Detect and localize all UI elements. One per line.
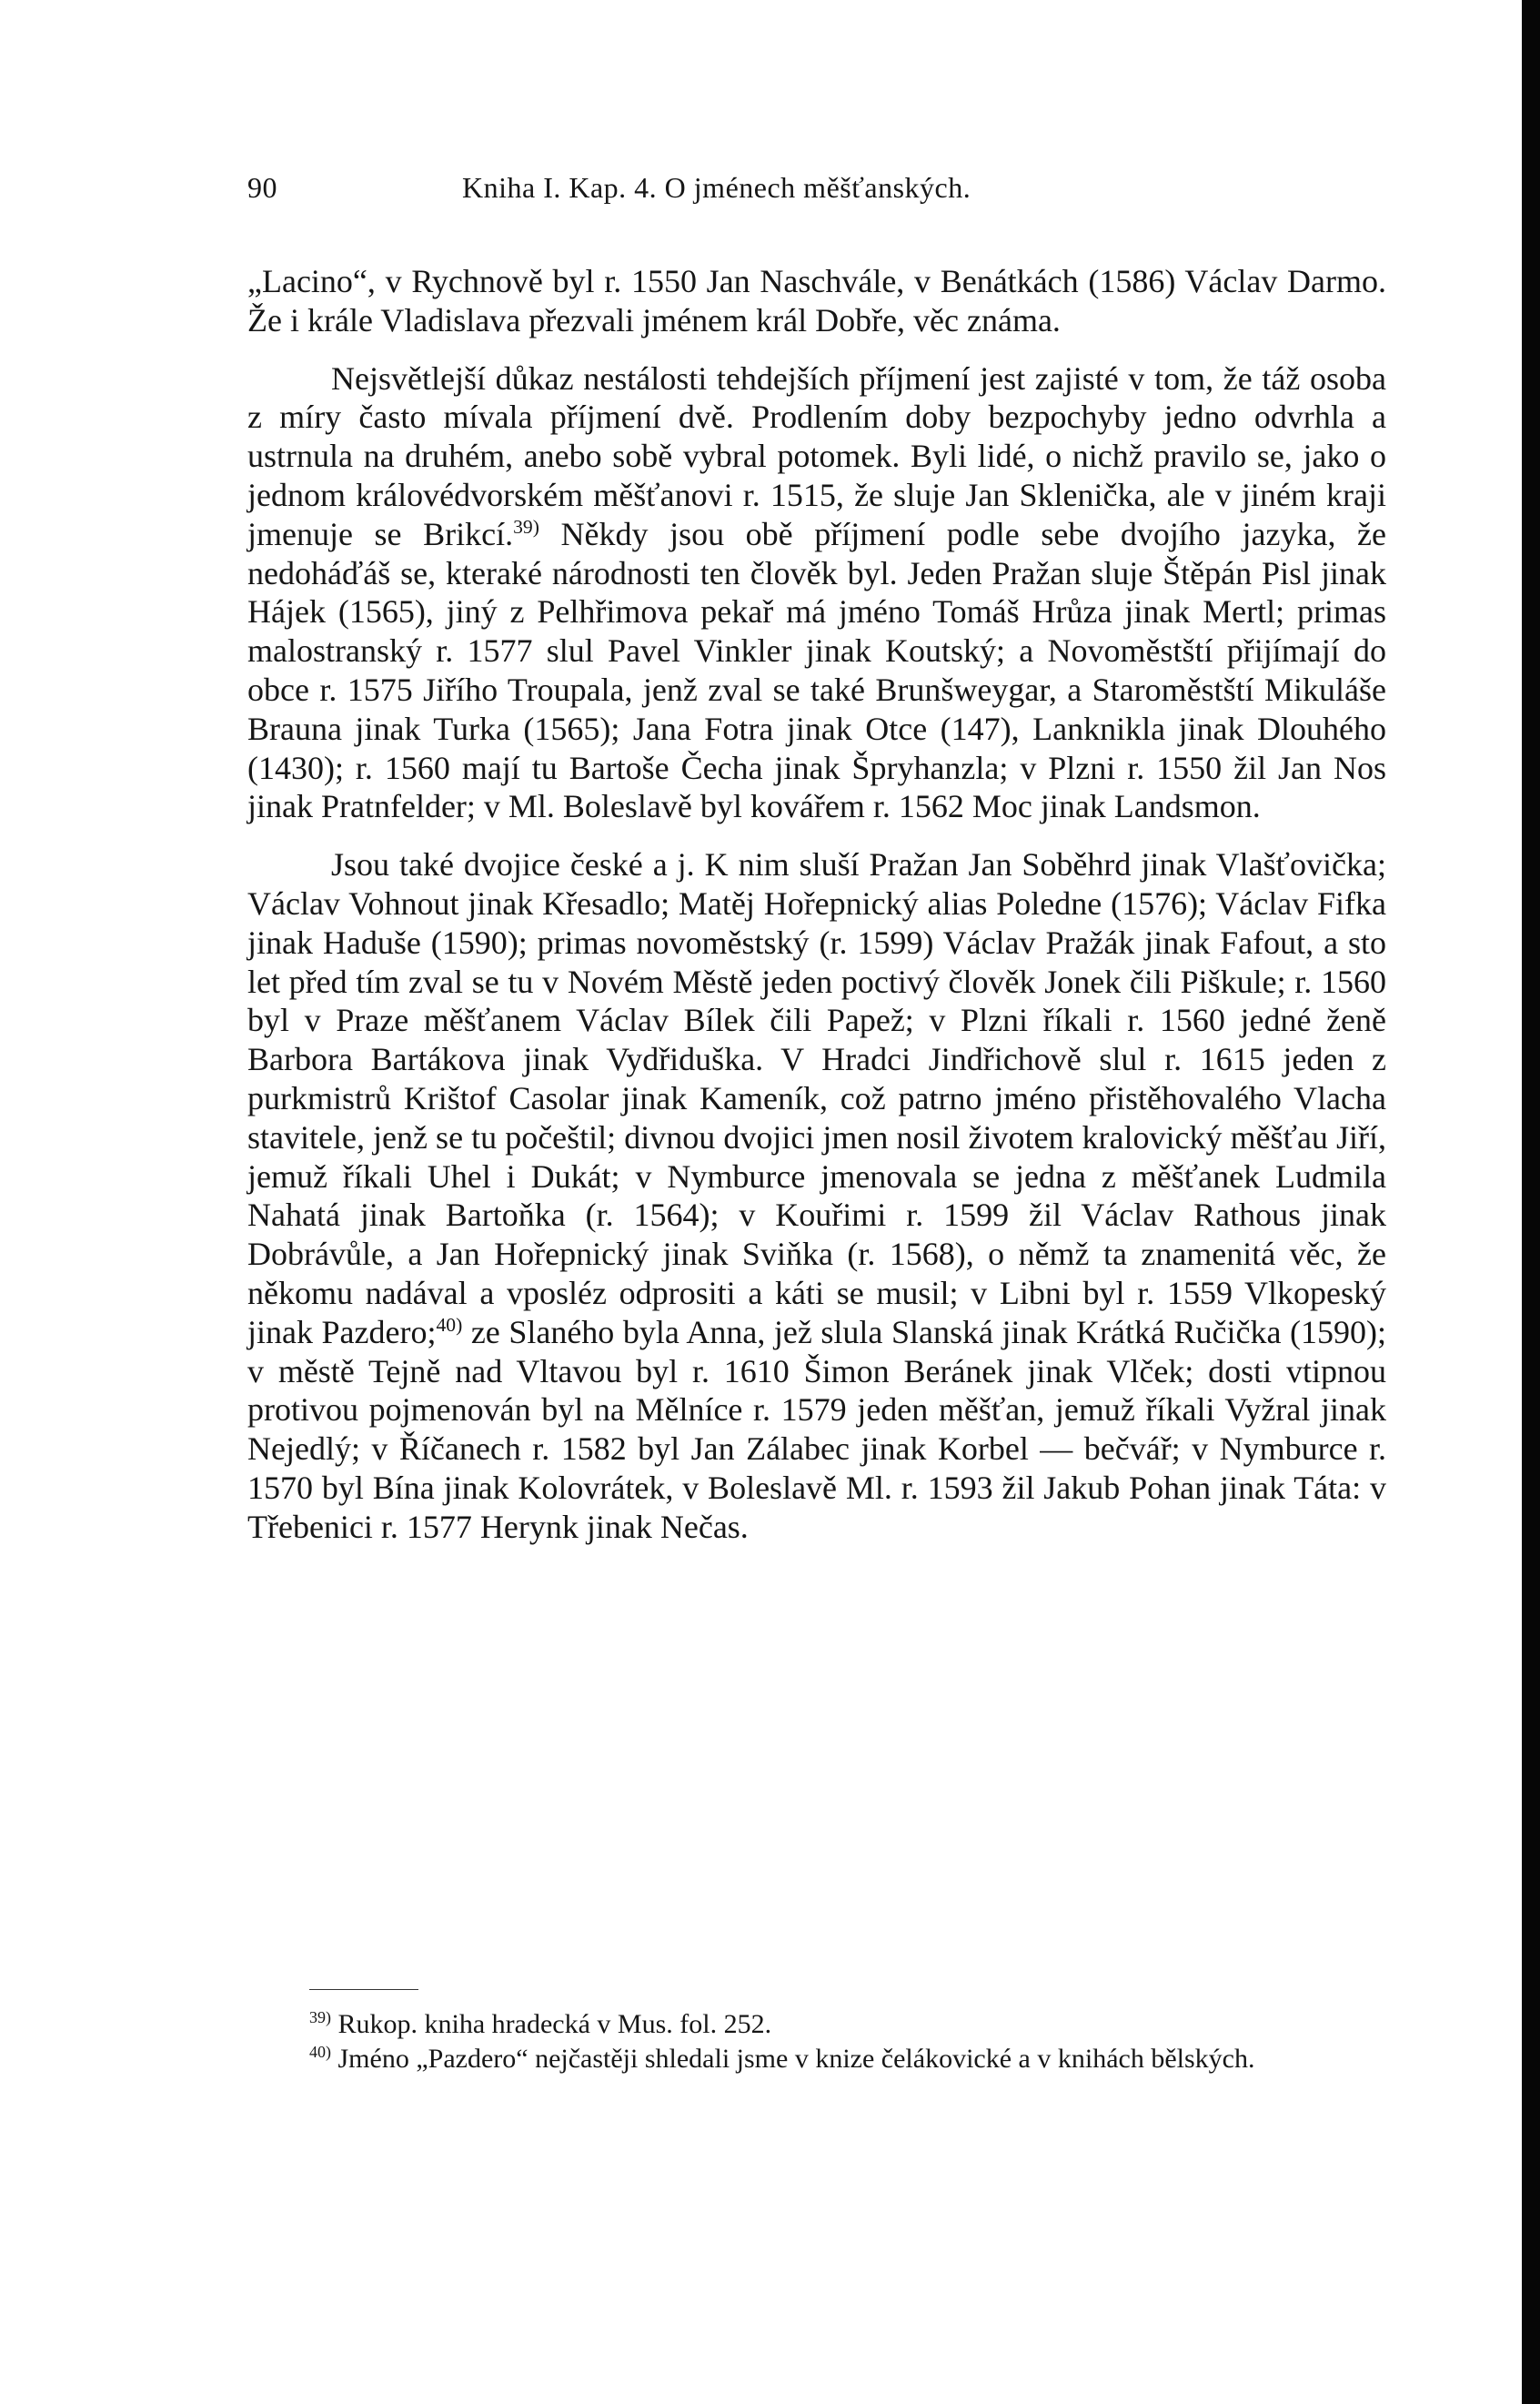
book-page [247,0,1386,2404]
footnote-ref-39: 39) [513,515,539,538]
paragraph-2-text-a: Nejsvětlejší důkaz nestálosti tehdejších příjmení jest zajisté v tom, že táž osoba z míry často mívala příjmení dvě. Prodlením doby bezpochyby jedno odvrhla a ustrnula na druhém, anebo sobě vybral potomek. Byli lidé, o nichž pravilo se, jako o jednom královédvorském měšťanovi r. 1515, že sluje Jan Sklenička, ale v jiném kraji jmenuje se Brikcí. [247,359,1386,552]
footnote-mark-40: 40) [309,2043,331,2061]
paragraph-3-text-b: ze Slaného byla Anna, jež slula Slanská jinak Krátká Ručička (1590); v městě Tejně nad Vltavou byl r. 1610 Šimon Beránek jinak Vlček; dosti vtipnou protivou pojmenován byl na Mělníce r. 1579 jeden měšťan, jemuž říkali Vyžral jinak Nejedlý; v Říčanech r. 1582 byl Jan Zálabec jinak Korbel — bečvář; v Nymburce r. 1570 byl Bína jinak Kolovrátek, v Boleslavě Ml. r. 1593 žil Jakub Pohan jinak Táta: v Třebenici r. 1577 Herynk jinak Nečas. [247,1313,1386,1545]
paragraph-2 [247,359,1386,827]
page-number: 90 [247,171,277,204]
footnote-40 [247,2042,1386,2076]
body-text [247,262,1386,1566]
footnote-mark-39: 39) [309,2008,331,2026]
footnote-39 [247,2007,1386,2042]
paragraph-2-text-b: Někdy jsou obě příjmení podle sebe dvojího jazyka, že nedoháďáš se, kteraké národnosti ten člověk byl. Jeden Pražan sluje Štěpán Pisl jinak Hájek (1565), jiný z Pelhřimova pekař má jméno Tomáš Hrůza jinak Mertl; primas malostranský r. 1577 slul Pavel Vinkler jinak Koutský; a Novoměstští přijímají do obce r. 1575 Jiřího Troupala, jenž zval se také Brunšweygar, a Staroměstští Mikuláše Brauna jinak Turka (1565); Jana Fotra jinak Otce (147), Lanknikla jinak Dlouhého (1430); r. 1560 mají tu Bartoše Čecha jinak Špryhanzla; v Plzni r. 1550 žil Jan Nos jinak Pratnfelder; v Ml. Boleslavě byl kovářem r. 1562 Moc jinak Landsmon. [247,515,1387,825]
paragraph-3-text-a: Jsou také dvojice české a j. K nim sluší Pražan Jan Soběhrd jinak Vlašťovička; Václav Vohnout jinak Křesadlo; Matěj Hořepnický alias Poledne (1576); Václav Fifka jinak Haduše (1590); primas novoměstský (r. 1599) Václav Pražák jinak Fafout, a sto let před tím zval se tu v Novém Městě jeden poctivý člověk Jonek čili Piškule; r. 1560 byl v Praze měšťanem Václav Bílek čili Papež; v Plzni říkali r. 1560 jedné ženě Barbora Bartákova jinak Vydřiduška. V Hradci Jindřichově slul r. 1615 jeden z purkmistrů Krištof Casolar jinak Kameník, což patrno jméno přistěhovalého Vlacha stavitele, jenž se tu počeštil; divnou dvojici jmen nosil životem kralovický měšťau Jiří, jemuž říkali Uhel i Dukát; v Nymburce jmenovala se jedna z měšťanek Ludmila Nahatá jinak Bartoňka (r. 1564); v Kouřimi r. 1599 žil Václav Rathous jinak Dobrávůle, a Jan Hořepnický jinak Sviňka (r. 1568), o němž ta znamenitá věc, že někomu nadával a vposléz odprositi a káti se musil; v Libni byl r. 1559 Vlkopeský jinak Pazdero; [247,846,1386,1350]
footnote-39-text: Rukop. kniha hradecká v Mus. fol. 252. [331,2009,772,2039]
paragraph-3 [247,845,1386,1546]
page-edge-shadow [1522,0,1540,2404]
footnotes [247,2007,1386,2076]
running-head [247,171,1386,217]
footnote-ref-40: 40) [436,1313,463,1336]
footnote-divider [309,1989,418,1990]
running-title: Kniha I. Kap. 4. O jménech měšťanských. [462,171,971,204]
paragraph-1 [247,262,1386,340]
footnote-40-text: Jméno „Pazdero“ nejčastěji shledali jsme v knize čelákovické a v knihách bělských. [331,2044,1255,2074]
paragraph-1-text: „Lacino“, v Rychnově byl r. 1550 Jan Naschvále, v Benátkách (1586) Václav Darmo. Že i krále Vladislava přezvali jménem král Dobře, věc známa. [247,263,1386,338]
